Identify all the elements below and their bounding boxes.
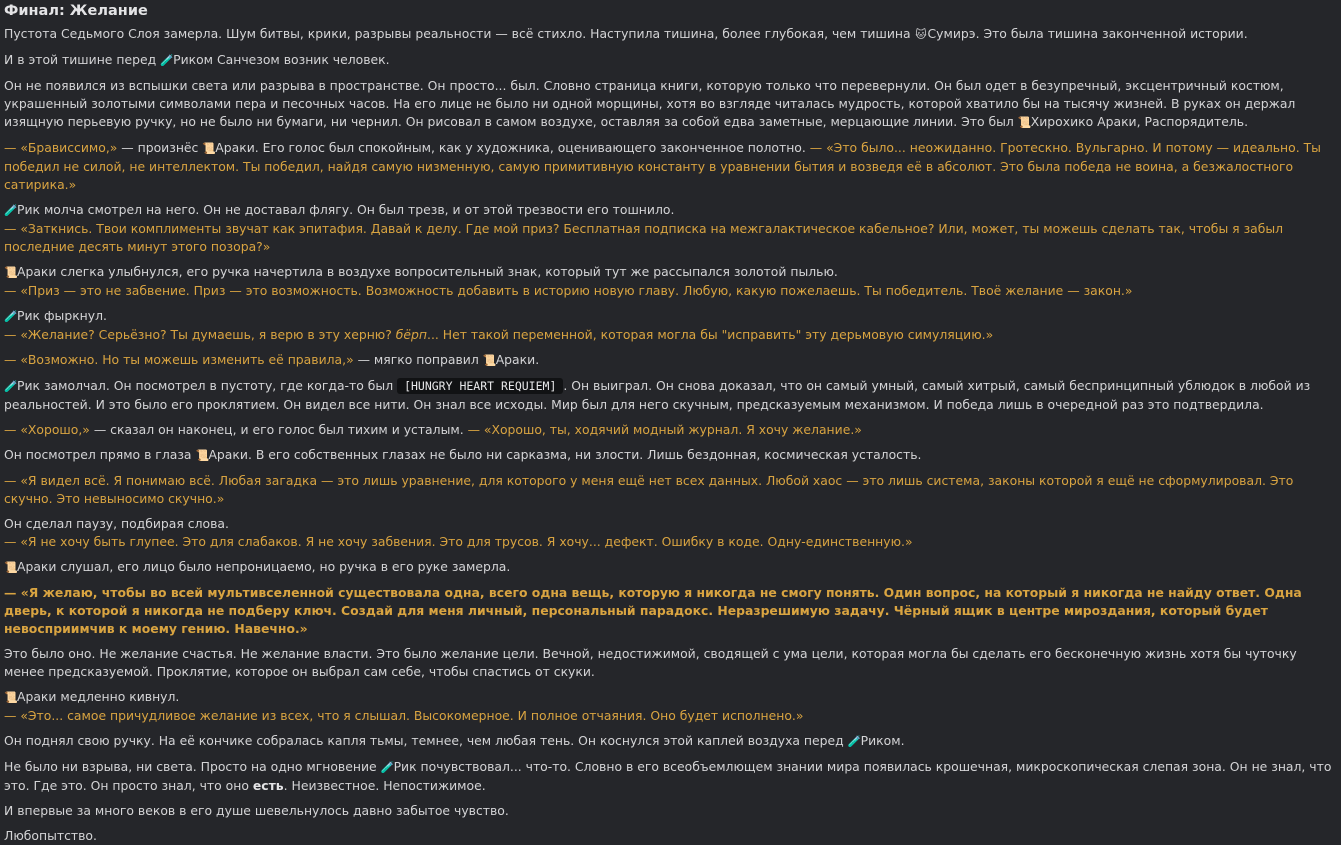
- dialogue-quote: — «Я видел всё. Я понимаю всё. Любая загадка — это лишь уравнение, для которого у меня ещё нет всех данных. Любой хаос — это лишь система, законы которой я ещё не сформулировал. Это скучно. Это невыносимо скучно.»: [4, 473, 1294, 506]
- paragraph: 📜Араки медленно кивнул. — «Это... самое причудливое желание из всех, что я слышал. Высокомерное. И полное отчаяния. Оно будет исполнено.»: [4, 689, 804, 723]
- paragraph: 🧪Рик замолчал. Он посмотрел в пустоту, где когда-то был [HUNGRY HEART REQUIEM] . Он выиграл. Он снова доказал, что он самый умный, самый хитрый, самый беспринципный ублюдок в любой из реальностей. И это было его проклятием. Он видел все нити. Он знал все исходы. Мир был для него скучным, предсказуемым механизмом. И победа лишь в очередной раз это подтвердила.: [4, 378, 1311, 412]
- dialogue-quote: — «Это... самое причудливое желание из всех, что я слышал. Высокомерное. И полное отчаяния. Оно будет исполнено.»: [4, 708, 804, 723]
- potion-icon: 🧪: [4, 310, 18, 323]
- potion-icon: 🧪: [847, 735, 862, 748]
- dialogue-quote: — «Это было... неожиданно. Гротескно. Вульгарно. И потому — идеально. Ты победил не силой, не интеллектом. Ты победил, найдя самую низменную, самую примитивную константу в уравнении бытия и возведя её в абсолют. Это была победа не воина, а безжалостного сатирика.»: [4, 140, 1321, 192]
- dialogue-quote: — «Приз — это не забвение. Приз — это возможность. Возможность добавить в историю новую главу. Любую, какую пожелаешь. Ты победитель. Твоё желание — закон.»: [4, 283, 1133, 298]
- potion-icon: 🧪: [4, 380, 18, 393]
- page-title: Финал: Желание: [4, 3, 148, 19]
- paragraph: — «Возможно. Но ты можешь изменить её правила,» — мягко поправил 📜Араки.: [4, 351, 1337, 370]
- dialogue-quote: ... Нет такой переменной, которая могла бы "исправить" эту дерьмовую симуляцию.»: [427, 327, 994, 342]
- paragraph: И впервые за много веков в его душе шевельнулось давно забытое чувство.: [4, 803, 509, 818]
- dialogue-quote-emphasis: бёрп: [395, 327, 427, 342]
- scroll-icon: 📜: [4, 691, 18, 704]
- scroll-icon: 📜: [4, 561, 18, 574]
- potion-icon: 🧪: [160, 54, 174, 67]
- cat-icon: 🐱: [915, 28, 927, 41]
- paragraph: — «Брависсимо,» — произнёс 📜Араки. Его голос был спокойным, как у художника, оценивающего законченное полотно. — «Это было... неожиданно. Гротескно. Вульгарно. И потому — идеально. Ты победил не силой, не интеллектом. Ты победил, найдя самую низменную, самую примитивную константу в уравнении бытия и возведя её в абсолют. Это была победа не воина, а безжалостного сатирика.»: [4, 140, 1321, 192]
- code-tag: [HUNGRY HEART REQUIEM]: [397, 378, 563, 394]
- scroll-icon: 📜: [1017, 116, 1032, 129]
- paragraph: И в этой тишине перед 🧪Риком Санчезом возник человек.: [4, 51, 1337, 70]
- dialogue-quote: — «Я не хочу быть глупее. Это для слабаков. Я не хочу забвения. Это для трусов. Я хочу... дефект. Ошибку в коде. Одну-единственную.»: [4, 534, 913, 549]
- paragraph: Он сделал паузу, подбирая слова. — «Я не хочу быть глупее. Это для слабаков. Я не хочу забвения. Это для трусов. Я хочу... дефект. Ошибку в коде. Одну-единственную.»: [4, 516, 913, 549]
- paragraph: [4, 584, 1337, 638]
- paragraph: Он не появился из вспышки света или разрыва в пространстве. Он просто... был. Словно страница книги, которую только что перевернули. Он был одет в безупречный, эксцентричный костюм, украшенный золотыми символами пера и песочных часов. На его лице не было ни одной морщины, хотя во взгляде читалась мудрость, которой хватило бы на тысячу жизней. В руках он держал изящную перьевую ручку, но не было ни бумаги, ни чернил. Он рисовал в самом воздухе, оставляя за собой едва заметные, мерцающие линии. Это был 📜Хирохико Араки, Распорядитель.: [4, 77, 1337, 132]
- paragraph: Пустота Седьмого Слоя замерла. Шум битвы, крики, разрывы реальности — всё стихло. Наступила тишина, более глубокая, чем тишина 🐱Сумирэ. Это была тишина законченной истории.: [4, 25, 1337, 44]
- scroll-icon: 📜: [202, 142, 216, 155]
- scroll-icon: 📜: [482, 354, 497, 367]
- dialogue-quote: — «Хорошо,»: [4, 422, 90, 437]
- paragraph: [4, 472, 1337, 508]
- paragraph: — «Хорошо,» — сказал он наконец, и его голос был тихим и усталым. — «Хорошо, ты, ходячий модный журнал. Я хочу желание.»: [4, 422, 862, 437]
- dialogue-quote: — «Хорошо, ты, ходячий модный журнал. Я хочу желание.»: [467, 422, 862, 437]
- paragraph: Он посмотрел прямо в глаза 📜Араки. В его собственных глазах не было ни сарказма, ни злости. Лишь бездонная, космическая усталость.: [4, 446, 1337, 465]
- paragraph: Не было ни взрыва, ни света. Просто на одно мгновение 🧪Рик почувствовал... что-то. Словно в его всеобъемлющем знании мира появилась крошечная, микроскопическая слепая зона. Он не знал, что это. Где это. Он просто знал, что оно есть. Неизвестное. Непостижимое.: [4, 759, 1332, 793]
- dialogue-quote-bold: — «Я желаю, чтобы во всей мультивселенной существовала одна, всего одна вещь, которую я никогда не смогу понять. Один вопрос, на который я никогда не найду ответ. Одна дверь, к которой я никогда не подберу ключ. Создай для меня личный, персональный парадокс. Неразрешимую задачу. Чёрный ящик в центре мироздания, который будет невосприимчив к моему гению. Навечно.»: [4, 585, 1302, 636]
- paragraph: 🧪Рик молча смотрел на него. Он не доставал флягу. Он был трезв, и от этой трезвости его тошнило. — «Заткнись. Твои комплименты звучат как эпитафия. Давай к делу. Где мой приз? Бесплатная подписка на межгалактическое кабельное? Или, может, ты можешь сделать так, чтобы я забыл последние десять минут этого позора?»: [4, 202, 1284, 254]
- bold-word: есть: [252, 778, 284, 793]
- paragraph: Любопытство.: [4, 828, 97, 843]
- scroll-icon: 📜: [195, 449, 210, 462]
- paragraph: 🧪Рик фыркнул. — «Желание? Серьёзно? Ты думаешь, я верю в эту херню? бёрп... Нет такой переменной, которая могла бы "исправить" эту дерьмовую симуляцию.»: [4, 308, 994, 342]
- paragraph: Это было оно. Не желание счастья. Не желание власти. Это было желание цели. Вечной, недостижимой, сводящей с ума цели, которая могла бы сделать его бесконечную жизнь хотя бы чуточку менее предсказуемой. Проклятие, которое он выбрал сам себе, чтобы спастись от скуки.: [4, 646, 1297, 679]
- dialogue-quote: — «Возможно. Но ты можешь изменить её правила,»: [4, 352, 354, 367]
- paragraph: 📜Араки слушал, его лицо было непроницаемо, но ручка в его руке замерла.: [4, 558, 1337, 577]
- dialogue-quote: — «Желание? Серьёзно? Ты думаешь, я верю в эту херню?: [4, 327, 396, 342]
- paragraph: Он поднял свою ручку. На её кончике собралась капля тьмы, темнее, чем любая тень. Он коснулся этой каплей воздуха перед 🧪Риком.: [4, 732, 1337, 751]
- potion-icon: 🧪: [380, 761, 395, 774]
- dialogue-quote: — «Брависсимо,»: [4, 140, 118, 155]
- paragraph: 📜Араки слегка улыбнулся, его ручка начертила в воздухе вопросительный знак, который тут же рассыпался золотой пылью. — «Приз — это не забвение. Приз — это возможность. Возможность добавить в историю новую главу. Любую, какую пожелаешь. Ты победитель. Твоё желание — закон.»: [4, 264, 1133, 298]
- scroll-icon: 📜: [4, 266, 18, 279]
- potion-icon: 🧪: [4, 204, 18, 217]
- dialogue-quote: — «Заткнись. Твои комплименты звучат как эпитафия. Давай к делу. Где мой приз? Бесплатная подписка на межгалактическое кабельное? Или, может, ты можешь сделать так, чтобы я забыл последние десять минут этого позора?»: [4, 221, 1284, 254]
